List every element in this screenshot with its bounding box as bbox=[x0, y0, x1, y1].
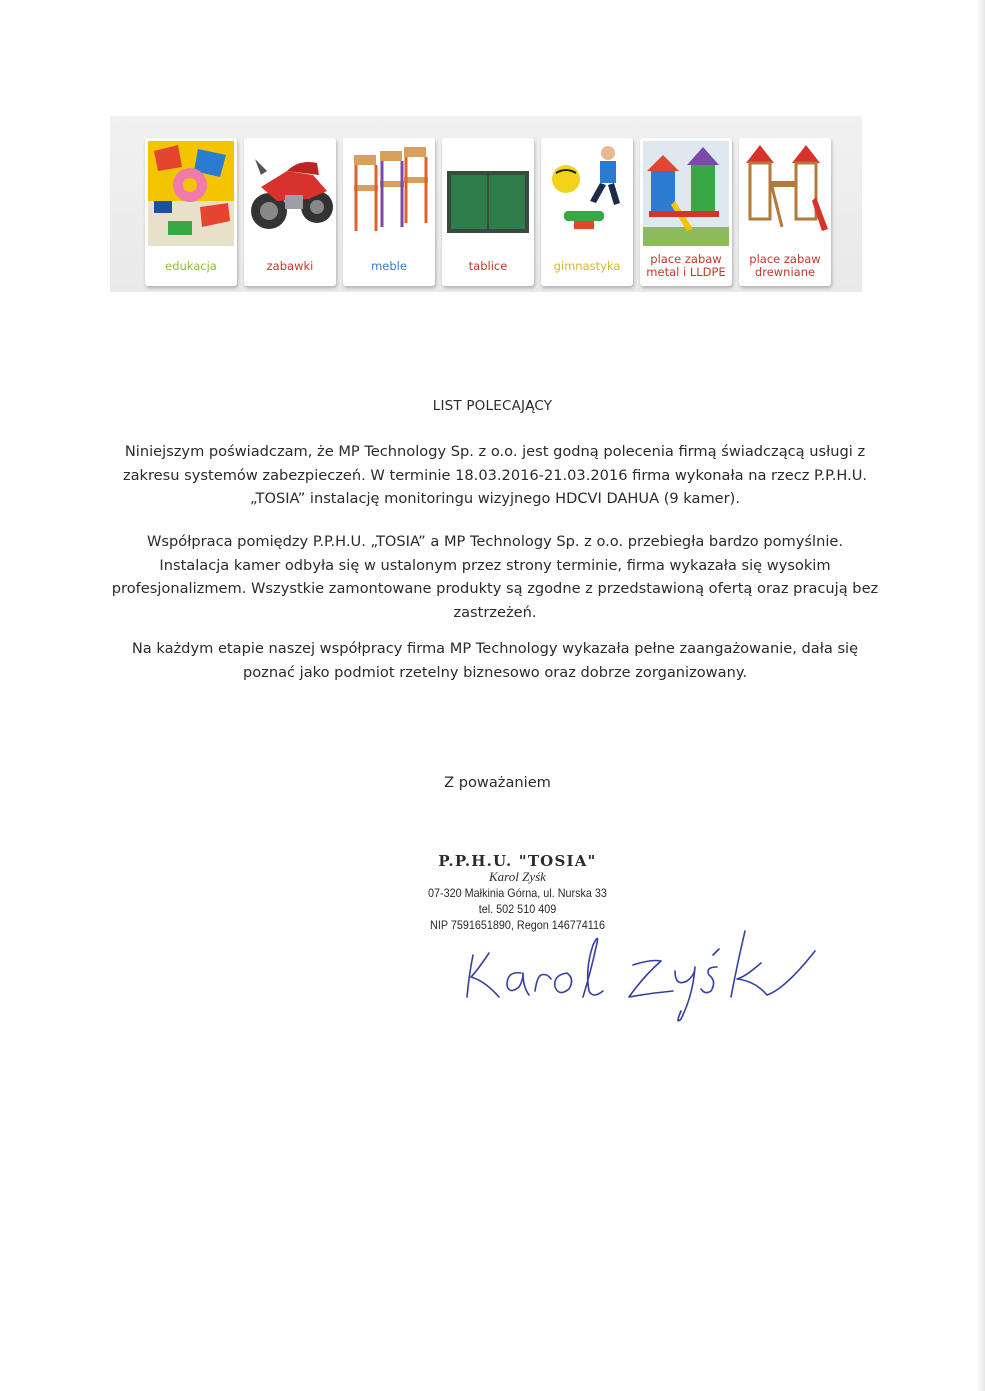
category-tile-toys bbox=[244, 138, 336, 286]
stamp-phone: tel. 502 510 409 bbox=[478, 902, 557, 916]
category-label: tablice bbox=[468, 258, 508, 273]
stamp-company-name: P.P.H.U. "TOSIA" bbox=[438, 852, 597, 870]
education-toy-icon bbox=[148, 141, 234, 246]
category-tile-education bbox=[145, 138, 237, 286]
closing-salutation: Z poważaniem bbox=[444, 774, 551, 791]
chairs-icon bbox=[346, 141, 432, 246]
ball-kid-icon bbox=[544, 141, 630, 246]
green-board-icon bbox=[445, 141, 531, 246]
letter-title: LIST POLECAJĄCY bbox=[432, 398, 553, 414]
stamp-person-name: Karol Zyśk bbox=[489, 869, 546, 884]
category-label: edukacja bbox=[165, 258, 217, 273]
toy-motorcycle-icon bbox=[247, 141, 333, 246]
category-label: place zabaw metal i LLDPE bbox=[646, 252, 726, 279]
category-label: zabawki bbox=[266, 258, 314, 273]
category-label: meble bbox=[371, 258, 407, 273]
category-tile-metal-playgrounds bbox=[640, 138, 732, 286]
letter-paragraph-3: Na każdym etapie naszej współpracy firma MP Technology wykazała pełne zaangażowanie, dała się poznać jako podmiot rzetelny biznesowo oraz dobrze zorganizowany. bbox=[131, 640, 859, 681]
stamp-ids: NIP 7591651890, Regon 146774116 bbox=[430, 918, 605, 932]
category-tile-furniture bbox=[343, 138, 435, 286]
letter-paragraph-2: Współpraca pomiędzy P.P.H.U. „TOSIA” a MP Technology Sp. z o.o. przebiegła bardzo pomyślnie. Instalacja kamer odbyła się w ustalonym przez strony terminie, firma wykazała się wysokim profesjonalizmem. Wszystkie zamontowane produkty są zgodne z przedstawioną ofertą oraz pracują bez zastrzeżeń. bbox=[111, 533, 879, 621]
category-label: place zabaw drewniane bbox=[749, 252, 821, 279]
letter-paragraph-1: Niniejszym poświadczam, że MP Technology Sp. z o.o. jest godną polecenia firmą świadczącą usługi z zakresu systemów zabezpieczeń. W terminie 18.03.2016-21.03.2016 firma wykonała na rzecz P.P.H.U. „TOSIA” instalację monitoringu wizyjnego HDCVI DAHUA (9 kamer). bbox=[122, 443, 868, 507]
playground-wood-icon bbox=[742, 141, 828, 246]
category-tile-gymnastics bbox=[541, 138, 633, 286]
header-banner bbox=[110, 116, 862, 292]
category-label: gimnastyka bbox=[553, 258, 621, 273]
handwritten-signature bbox=[455, 915, 825, 1035]
page-edge-shadow bbox=[977, 0, 985, 1391]
category-tile-wooden-playgrounds bbox=[739, 138, 831, 286]
category-tile-boards bbox=[442, 138, 534, 286]
stamp-address: 07-320 Małkinia Górna, ul. Nurska 33 bbox=[428, 886, 607, 900]
playground-metal-icon bbox=[643, 141, 729, 246]
